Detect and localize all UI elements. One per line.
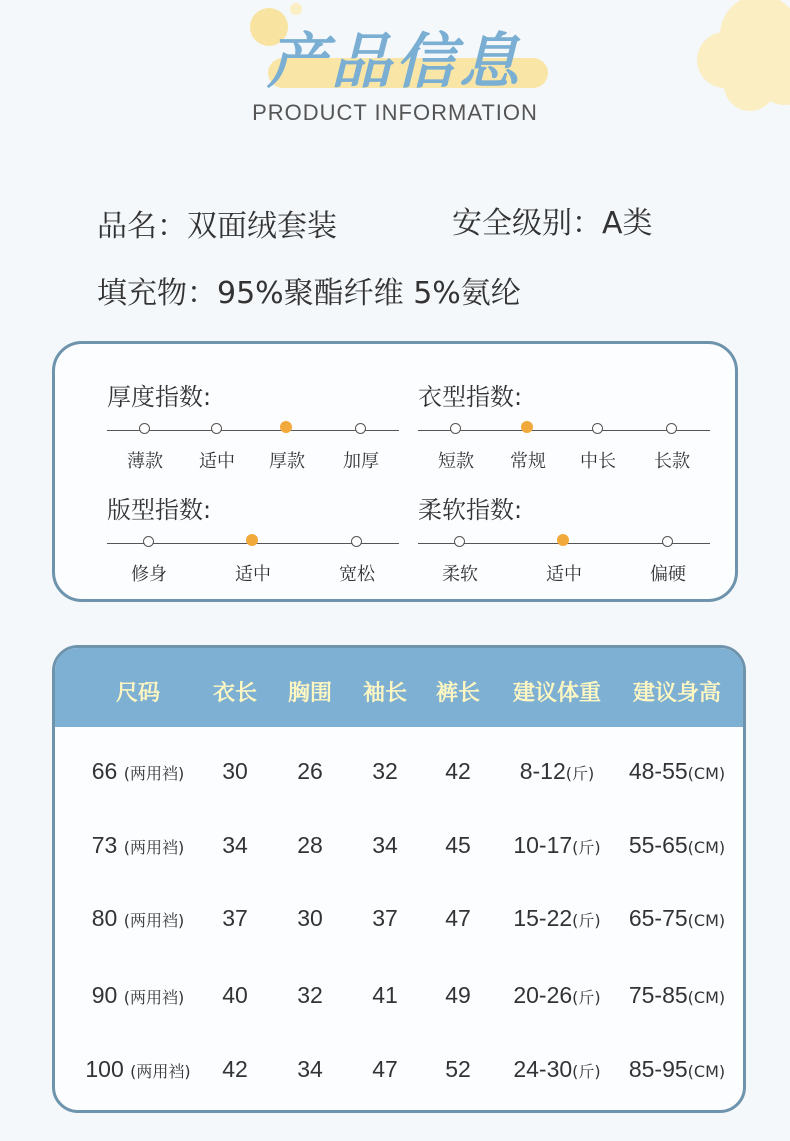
table-cell	[345, 905, 425, 932]
table-cell	[68, 982, 208, 1009]
table-cell	[617, 1056, 737, 1083]
column-header: 尺码	[115, 681, 160, 706]
cell-value: 34	[222, 832, 248, 858]
table-cell	[418, 982, 498, 1009]
safety-level: 安全级别：A类	[452, 206, 653, 241]
filling-material: 填充物：95%聚酯纤维 5%氨纶	[97, 276, 521, 311]
index-option-label: 柔软	[442, 564, 478, 585]
cell-value: 40	[222, 982, 248, 1008]
index-dot	[351, 536, 362, 547]
table-header	[55, 648, 743, 727]
index-dot	[355, 423, 366, 434]
index-option-label: 厚款	[269, 451, 305, 472]
index-option-label: 修身	[131, 564, 167, 585]
cell-unit: (两用裆)	[123, 988, 185, 1007]
column-header: 裤长	[435, 681, 480, 706]
cell-value: 47	[445, 905, 471, 931]
cell-unit: (斤)	[572, 911, 601, 930]
table-cell	[497, 758, 617, 785]
table-row	[55, 758, 743, 798]
index-title: 衣型指数:	[418, 383, 523, 411]
table-cell	[497, 832, 617, 859]
table-cell	[497, 1056, 617, 1083]
cell-unit: (斤)	[572, 988, 601, 1007]
cell-unit: (CM)	[687, 838, 726, 857]
table-cell	[345, 758, 425, 785]
cell-unit: (CM)	[687, 911, 726, 930]
cell-value: 30	[297, 905, 323, 931]
cell-value: 20-26	[513, 982, 573, 1008]
index-option-label: 加厚	[343, 451, 379, 472]
index-option-label: 短款	[438, 451, 474, 472]
table-row	[55, 982, 743, 1022]
product-name: 品名：双面绒套装	[97, 209, 337, 244]
cell-value: 85-95	[628, 1056, 688, 1082]
cell-value: 66	[91, 758, 124, 784]
column-header: 袖长	[362, 681, 407, 706]
table-cell	[270, 982, 350, 1009]
table-cell	[68, 1056, 208, 1083]
cell-value: 32	[372, 758, 398, 784]
cell-unit: (两用裆)	[123, 911, 185, 930]
cell-value: 100	[85, 1056, 131, 1082]
cell-value: 52	[445, 1056, 471, 1082]
cell-value: 42	[222, 1056, 248, 1082]
table-cell	[418, 905, 498, 932]
cell-unit: (CM)	[687, 988, 726, 1007]
index-dot	[143, 536, 154, 547]
cell-value: 80	[91, 905, 124, 931]
index-option-label: 适中	[546, 564, 582, 585]
cell-value: 45	[445, 832, 471, 858]
table-cell	[195, 905, 275, 932]
table-cell	[195, 832, 275, 859]
column-header: 建议体重	[512, 681, 601, 706]
table-cell	[617, 832, 737, 859]
cell-value: 15-22	[513, 905, 573, 931]
cell-value: 28	[297, 832, 323, 858]
cell-value: 90	[91, 982, 124, 1008]
index-option-label: 常规	[510, 451, 546, 472]
table-cell	[270, 758, 350, 785]
table-cell	[418, 1056, 498, 1083]
cell-value: 26	[297, 758, 323, 784]
index-option-label: 适中	[235, 564, 271, 585]
index-option-label: 宽松	[339, 564, 375, 585]
index-dot	[211, 423, 222, 434]
cell-value: 47	[372, 1056, 398, 1082]
table-cell	[418, 832, 498, 859]
cell-value: 73	[91, 832, 124, 858]
table-cell	[68, 905, 208, 932]
table-row	[55, 1056, 743, 1096]
index-option-label: 中长	[580, 451, 616, 472]
table-cell	[270, 1056, 350, 1083]
table-cell	[418, 758, 498, 785]
index-title: 厚度指数:	[107, 383, 212, 411]
cell-value: 24-30	[513, 1056, 573, 1082]
cell-unit: (斤)	[572, 1062, 601, 1081]
cell-unit: (两用裆)	[123, 764, 185, 783]
cell-unit: (两用裆)	[130, 1062, 191, 1081]
cell-value: 30	[222, 758, 248, 784]
table-cell	[497, 905, 617, 932]
table-cell	[195, 982, 275, 1009]
table-cell	[195, 1056, 275, 1083]
table-cell	[270, 905, 350, 932]
index-dot	[592, 423, 603, 434]
index-option-label: 适中	[199, 451, 235, 472]
cell-value: 55-65	[628, 832, 688, 858]
table-row	[55, 832, 743, 872]
cell-value: 34	[297, 1056, 323, 1082]
cell-value: 48-55	[628, 758, 688, 784]
table-cell	[617, 905, 737, 932]
cell-value: 37	[222, 905, 248, 931]
index-title: 版型指数:	[107, 496, 212, 524]
table-cell	[617, 982, 737, 1009]
cell-value: 49	[445, 982, 471, 1008]
cell-value: 65-75	[628, 905, 688, 931]
size-table	[52, 645, 746, 1113]
index-panel	[52, 341, 738, 602]
page-title: 产品信息	[267, 27, 523, 97]
cell-value: 37	[372, 905, 398, 931]
cell-unit: (斤)	[572, 838, 601, 857]
table-cell	[617, 758, 737, 785]
table-cell	[345, 982, 425, 1009]
cell-value: 75-85	[628, 982, 688, 1008]
index-dot-selected	[557, 534, 569, 546]
cell-value: 8-12	[519, 758, 566, 784]
table-cell	[270, 832, 350, 859]
index-dot	[454, 536, 465, 547]
cell-unit: (CM)	[687, 1062, 726, 1081]
cell-unit: (CM)	[687, 764, 726, 783]
index-dot	[666, 423, 677, 434]
cell-unit: (两用裆)	[123, 838, 185, 857]
index-option-label: 偏硬	[650, 564, 686, 585]
cell-unit: (斤)	[565, 764, 595, 783]
column-header: 衣长	[212, 681, 257, 706]
cell-value: 41	[372, 982, 398, 1008]
table-cell	[68, 832, 208, 859]
index-dot	[450, 423, 461, 434]
table-cell	[497, 982, 617, 1009]
index-dot	[662, 536, 673, 547]
table-cell	[345, 832, 425, 859]
page-subtitle: PRODUCT INFORMATION	[252, 100, 538, 125]
column-header: 建议身高	[632, 681, 721, 706]
index-option-label: 薄款	[127, 451, 163, 472]
table-cell	[345, 1056, 425, 1083]
index-dot-selected	[280, 421, 292, 433]
index-dot-selected	[246, 534, 258, 546]
cell-value: 32	[297, 982, 323, 1008]
cell-value: 42	[445, 758, 471, 784]
index-option-label: 长款	[654, 451, 690, 472]
column-header: 胸围	[287, 681, 332, 706]
index-dot	[139, 423, 150, 434]
cell-value: 10-17	[513, 832, 573, 858]
index-title: 柔软指数:	[418, 496, 523, 524]
table-cell	[68, 758, 208, 785]
cell-value: 34	[372, 832, 398, 858]
index-dot-selected	[521, 421, 533, 433]
table-row	[55, 905, 743, 945]
table-cell	[195, 758, 275, 785]
